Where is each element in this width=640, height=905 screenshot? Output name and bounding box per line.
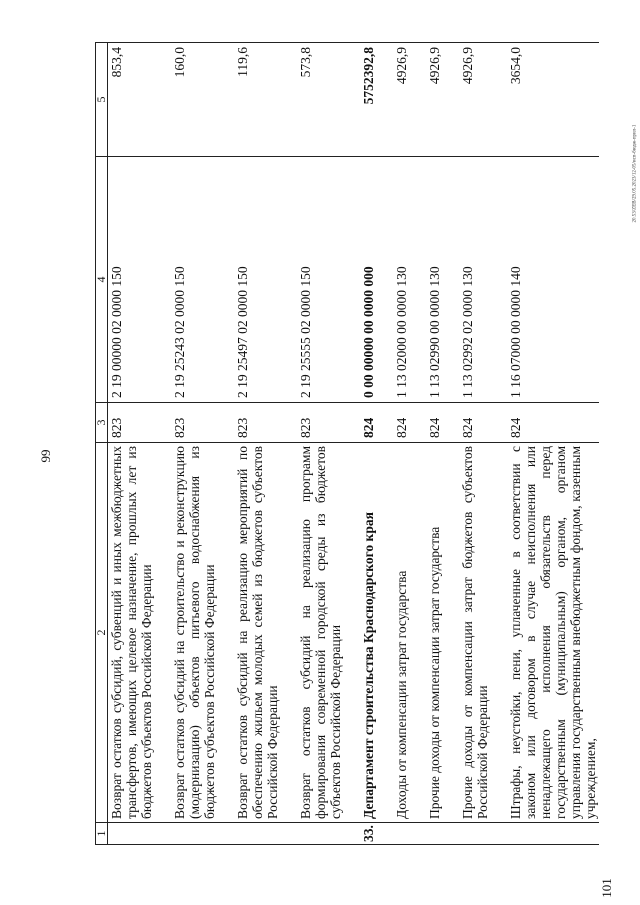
row-budget-code: 0 00 00000 00 0000 000 (360, 157, 377, 403)
header-col-1: 1 (96, 823, 108, 845)
row-description: Прочие доходы от компенсации затрат бюджетов субъектов Российской Федерации (459, 443, 491, 823)
table-row (108, 43, 156, 845)
row-amount: 573,8 (297, 43, 344, 157)
row-description: Департамент строительства Краснодарского края (360, 443, 377, 823)
row-amount: 3654,0 (507, 43, 599, 157)
row-spacer (377, 43, 393, 845)
rotated-table-wrapper (94, 43, 598, 845)
header-col-3: 3 (96, 403, 108, 443)
row-spacer (155, 43, 171, 845)
table-header-row (96, 43, 108, 845)
row-budget-code: 1 13 02000 00 0000 130 (393, 157, 410, 403)
row-amount: 4926,9 (426, 43, 443, 157)
row-budget-code: 2 19 25497 02 0000 150 (234, 157, 281, 403)
row-description: Возврат остатков субсидий, субвенций и иных межбюджетных трансфертов, имеющих целевое назначение, прошлых лет из бюджетов субъектов Российской Федерации (108, 443, 156, 823)
rotated-table-inner (94, 43, 598, 845)
row-budget-code: 1 16 07000 00 0000 140 (507, 157, 599, 403)
page-number-top: 99 (38, 449, 53, 463)
row-budget-code: 1 13 02990 00 0000 130 (426, 157, 443, 403)
table-row (507, 43, 599, 845)
row-budget-code: 2 19 25243 02 0000 150 (171, 157, 218, 403)
row-admin-code: 823 (234, 403, 281, 443)
row-spacer (218, 43, 234, 845)
row-admin-code: 824 (360, 403, 377, 443)
header-col-4: 4 (96, 157, 108, 403)
row-spacer (443, 43, 459, 845)
row-spacer (344, 43, 360, 845)
row-description: Штрафы, неустойки, пени, уплаченные в соответствии с законом или договором в случае неисполнения или ненадлежащего исполнения обязательств перед государственным (муниципальным) органом, органом управления государственным внебюджетным фондом, казенным учреждением, (507, 443, 599, 823)
row-admin-code: 824 (507, 403, 599, 443)
row-amount: 4926,9 (393, 43, 410, 157)
row-amount: 119,6 (234, 43, 281, 157)
row-admin-code: 823 (171, 403, 218, 443)
page-number-bottom: 101 (599, 878, 614, 898)
row-number (507, 823, 599, 845)
row-admin-code: 824 (459, 403, 491, 443)
row-spacer (491, 43, 507, 845)
row-description: Доходы от компенсации затрат государства (393, 443, 410, 823)
row-budget-code: 1 13 02992 02 0000 130 (459, 157, 491, 403)
row-budget-code: 2 19 00000 02 0000 150 (108, 157, 156, 403)
row-number (234, 823, 281, 845)
row-number (297, 823, 344, 845)
table-row (393, 43, 410, 845)
row-admin-code: 824 (393, 403, 410, 443)
table-row (297, 43, 344, 845)
row-description: Возврат остатков субсидий на реализацию мероприятий по обеспечению жильем молодых семей из бюджетов субъектов Российской Федерации (234, 443, 281, 823)
row-admin-code: 824 (426, 403, 443, 443)
row-number (108, 823, 156, 845)
row-spacer (410, 43, 426, 845)
row-amount: 853,4 (108, 43, 156, 157)
row-description: Возврат остатков субсидий на реализацию программ формирования современной городской среды из бюджетов субъектов Российской Федерации (297, 443, 344, 823)
table-row (171, 43, 218, 845)
row-description: Прочие доходы от компенсации затрат государства (426, 443, 443, 823)
table-row (426, 43, 443, 845)
row-amount: 5752392,8 (360, 43, 377, 157)
header-col-2: 2 (96, 443, 108, 823)
row-budget-code: 2 19 25555 02 0000 150 (297, 157, 344, 403)
table-row (234, 43, 281, 845)
row-number: 33. (360, 823, 377, 845)
table-row (459, 43, 491, 845)
row-spacer (281, 43, 297, 845)
row-number (459, 823, 491, 845)
header-col-5: 5 (96, 43, 108, 157)
row-number (393, 823, 410, 845)
revenue-table (95, 42, 599, 845)
row-amount: 160,0 (171, 43, 218, 157)
row-number (426, 823, 443, 845)
row-description: Возврат остатков субсидий на строительство и реконструкцию (модернизацию) объектов питьевого водоснабжения из бюджетов субъектов Российской Федерации (171, 443, 218, 823)
table-row-section (360, 43, 377, 845)
document-stamp: 20.53/ZEB/29.05.2023/12-05/исп-бюдж-прил-1 (632, 124, 638, 223)
row-number (171, 823, 218, 845)
row-admin-code: 823 (297, 403, 344, 443)
row-admin-code: 823 (108, 403, 156, 443)
row-amount: 4926,9 (459, 43, 491, 157)
